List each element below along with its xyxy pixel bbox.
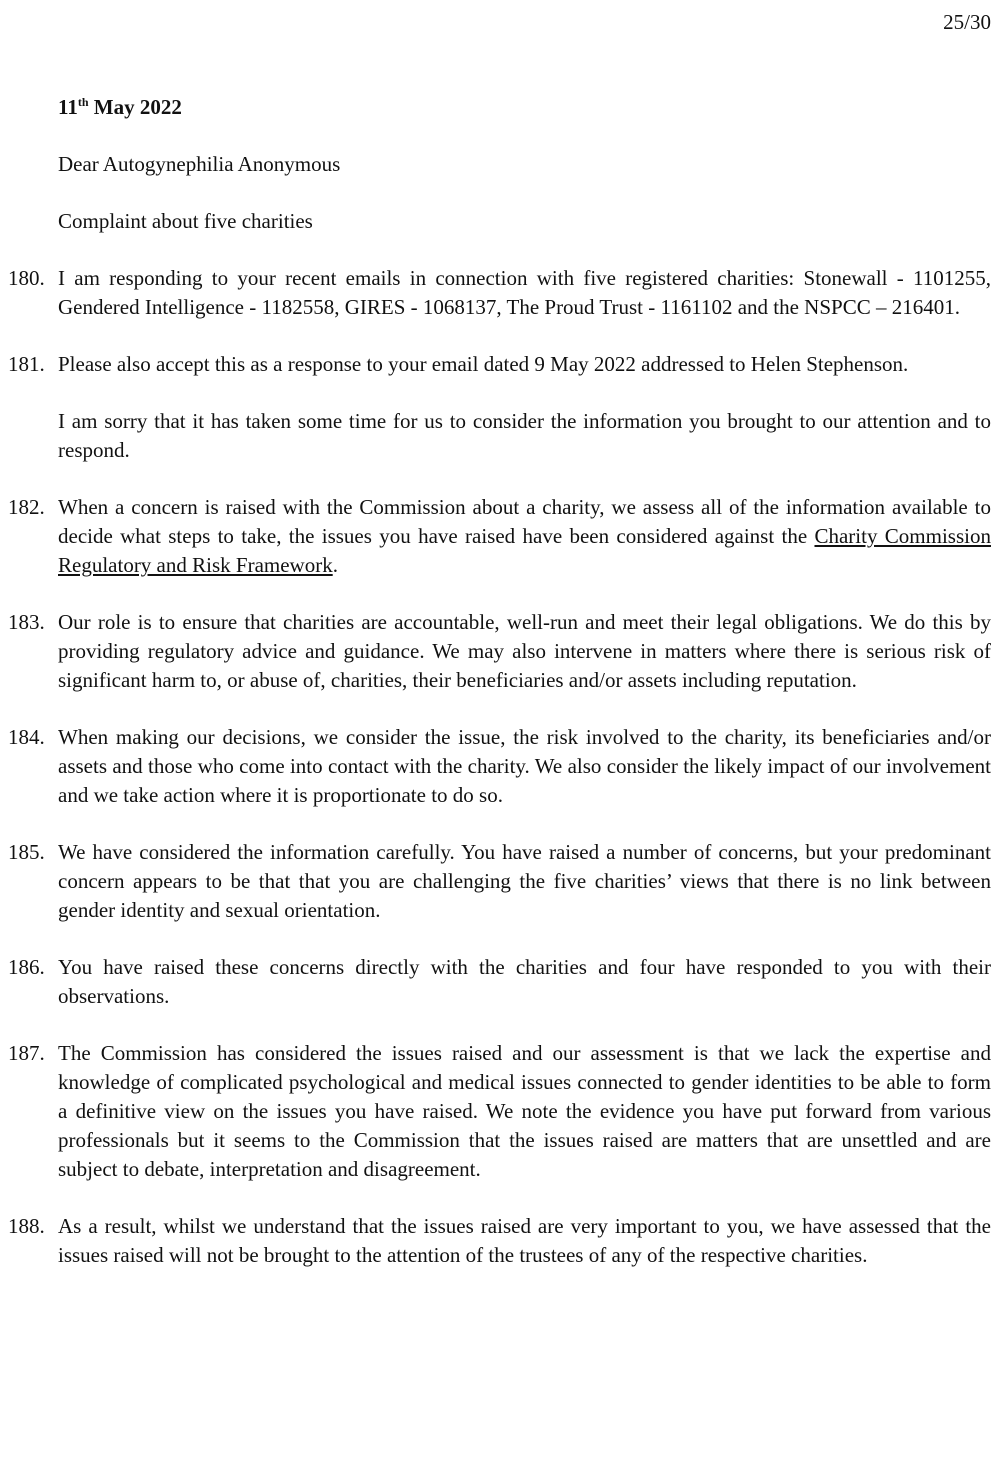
paragraph-text: When making our decisions, we consider the issue, the risk involved to the charity, its beneficiaries and/or assets and those who come into contact with the charity. We also consider the likely impact of our involvement and we take action where it is proportionate to do so. [58, 725, 991, 807]
paragraph-text: Our role is to ensure that charities are accountable, well-run and meet their legal obligations. We do this by providing regulatory advice and guidance. We may also intervene in matters where there is serious risk of significant harm to, or abuse of, charities, their beneficiaries and/or assets including reputation. [58, 610, 991, 692]
paragraph-182 [8, 493, 991, 580]
salutation: Dear Autogynephilia Anonymous [58, 152, 341, 176]
date-suffix: th [77, 95, 89, 109]
paragraph-text: The Commission has considered the issues raised and our assessment is that we lack the expertise and knowledge of complicated psychological and medical issues connected to gender identities to be able to form a definitive view on the issues you have raised. We note the evidence you have put forward from various professionals but it seems to the Commission that the issues raised are matters that are unsettled and are subject to debate, interpretation and disagreement. [58, 1041, 991, 1181]
paragraph-text: You have raised these concerns directly with the charities and four have responded to you with their observations. [58, 955, 991, 1008]
paragraph-181 [8, 350, 991, 379]
paragraph-number: 185. [8, 840, 45, 864]
paragraph-number: 181. [8, 352, 45, 376]
paragraph-180 [8, 264, 991, 322]
regulatory-framework-link[interactable]: Charity Commission Regulatory and Risk Framework [58, 524, 991, 577]
date-day: 11 [58, 95, 78, 119]
paragraph-text-end: . [332, 553, 338, 577]
paragraph-number: 186. [8, 955, 45, 979]
paragraph-183 [8, 608, 991, 695]
paragraph-text: As a result, whilst we understand that the issues raised are very important to you, we have assessed that the issues raised will not be brought to the attention of the trustees of any of the respective charities. [58, 1214, 991, 1267]
paragraph-number: 187. [8, 1041, 45, 1065]
paragraph-185 [8, 838, 991, 925]
paragraph-186 [8, 953, 991, 1011]
page-number: 25/30 [943, 10, 991, 34]
paragraph-text: When a concern is raised with the Commission about a charity, we assess all of the information available to decide what steps to take, the issues you have raised have been considered against the [58, 495, 991, 548]
paragraph-181-continued [58, 407, 991, 465]
paragraph-text: We have considered the information carefully. You have raised a number of concerns, but your predominant concern appears to be that that you are challenging the five charities’ views that there is no link between gender identity and sexual orientation. [58, 840, 991, 922]
paragraph-number: 182. [8, 495, 45, 519]
paragraph-188 [8, 1212, 991, 1270]
paragraph-number: 184. [8, 725, 45, 749]
paragraph-text: Please also accept this as a response to your email dated 9 May 2022 addressed to Helen Stephenson. [58, 352, 909, 376]
paragraph-text: I am responding to your recent emails in connection with five registered charities: Stonewall - 1101255, Gendered Intelligence - 1182558, GIRES - 1068137, The Proud Trust - 1161102 and the NSPCC – 216401. [58, 266, 991, 319]
paragraph-number: 180. [8, 266, 45, 290]
paragraph-number: 183. [8, 610, 45, 634]
paragraph-text: I am sorry that it has taken some time for us to consider the information you brought to our attention and to respond. [58, 409, 991, 462]
letter-date [58, 93, 991, 122]
paragraph-number: 188. [8, 1214, 45, 1238]
paragraph-184 [8, 723, 991, 810]
paragraph-187 [8, 1039, 991, 1184]
subject-line: Complaint about five charities [58, 209, 313, 233]
letter-body [8, 93, 991, 1298]
date-month-year: May 2022 [88, 95, 182, 119]
